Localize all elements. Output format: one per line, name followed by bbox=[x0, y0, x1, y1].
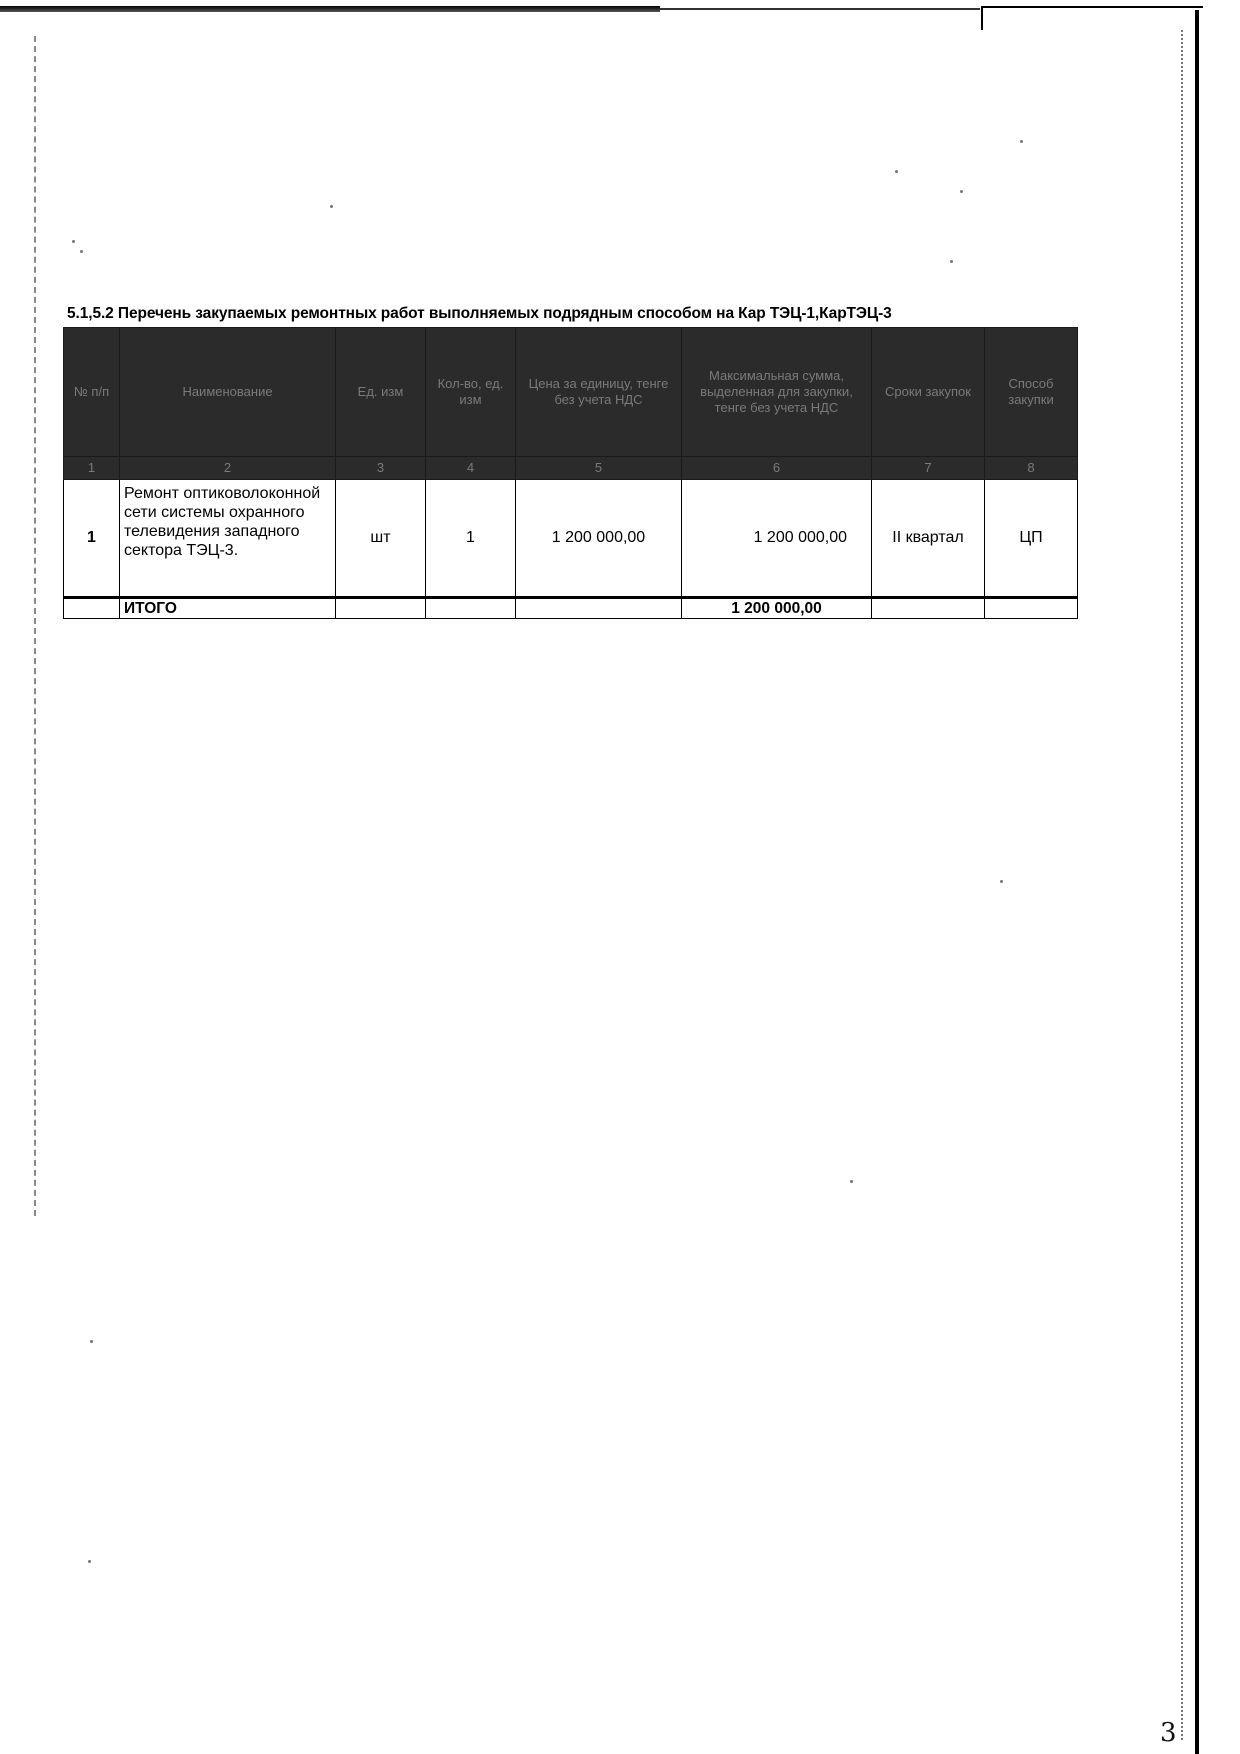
header-col-number: 1 bbox=[64, 457, 120, 480]
cell-name: Ремонт оптиковолоконной сети системы охранного телевидения западного сектора ТЭЦ-3. bbox=[120, 480, 336, 598]
scan-speck bbox=[90, 1340, 93, 1343]
header-col-number: 7 bbox=[872, 457, 985, 480]
header-method: Способ закупки bbox=[985, 328, 1078, 457]
total-empty-cell bbox=[64, 598, 120, 619]
scan-speck bbox=[850, 1180, 853, 1183]
cell-period: II квартал bbox=[872, 480, 985, 598]
cell-total: 1 200 000,00 bbox=[682, 480, 872, 598]
cell-method: ЦП bbox=[985, 480, 1078, 598]
header-name: Наименование bbox=[120, 328, 336, 457]
total-empty-cell bbox=[516, 598, 682, 619]
total-empty-cell bbox=[336, 598, 426, 619]
scan-speck bbox=[330, 205, 333, 208]
header-col-number: 8 bbox=[985, 457, 1078, 480]
header-col-number: 6 bbox=[682, 457, 872, 480]
scan-speck bbox=[1000, 880, 1003, 883]
header-col-number: 4 bbox=[426, 457, 516, 480]
header-col-number: 2 bbox=[120, 457, 336, 480]
scan-edge-top-thin bbox=[660, 8, 980, 10]
scan-speck bbox=[895, 170, 898, 173]
header-num: № п/п bbox=[64, 328, 120, 457]
header-period: Сроки закупок bbox=[872, 328, 985, 457]
scan-speck bbox=[88, 1560, 91, 1563]
scan-edge-right-dotted bbox=[1181, 30, 1184, 1740]
page-number: 3 bbox=[1160, 1718, 1177, 1748]
header-col-number: 5 bbox=[516, 457, 682, 480]
table-header-numbers-row bbox=[64, 457, 1078, 480]
scan-speck bbox=[1020, 140, 1023, 143]
total-label: ИТОГО bbox=[120, 598, 336, 619]
scan-speck bbox=[80, 250, 83, 253]
header-col-number: 3 bbox=[336, 457, 426, 480]
header-max-sum: Максимальная сумма, выделенная для закупки, тенге без учета НДС bbox=[682, 328, 872, 457]
scan-speck bbox=[960, 190, 963, 193]
scan-edge-right bbox=[1195, 10, 1199, 1754]
header-qty: Кол-во, ед. изм bbox=[426, 328, 516, 457]
table-row bbox=[64, 480, 1078, 598]
scan-speck bbox=[950, 260, 953, 263]
table-header-row bbox=[64, 328, 1078, 457]
scan-speck bbox=[72, 240, 75, 243]
total-empty-cell bbox=[426, 598, 516, 619]
section-heading: 5.1,5.2 Перечень закупаемых ремонтных работ выполняемых подрядным способом на Кар ТЭЦ-1,КарТЭЦ-3 bbox=[67, 305, 892, 322]
table-total-row bbox=[64, 598, 1078, 619]
procurement-table bbox=[63, 327, 1078, 619]
scan-edge-top bbox=[0, 6, 660, 12]
cell-num: 1 bbox=[64, 480, 120, 598]
scan-frame-corner bbox=[981, 6, 1203, 30]
cell-unit: шт bbox=[336, 480, 426, 598]
header-unit: Ед. изм bbox=[336, 328, 426, 457]
scan-edge-left bbox=[34, 36, 37, 1216]
total-empty-cell bbox=[985, 598, 1078, 619]
header-unit-price: Цена за единицу, тенге без учета НДС bbox=[516, 328, 682, 457]
total-empty-cell bbox=[872, 598, 985, 619]
cell-unit-price: 1 200 000,00 bbox=[516, 480, 682, 598]
cell-qty: 1 bbox=[426, 480, 516, 598]
total-sum: 1 200 000,00 bbox=[682, 598, 872, 619]
